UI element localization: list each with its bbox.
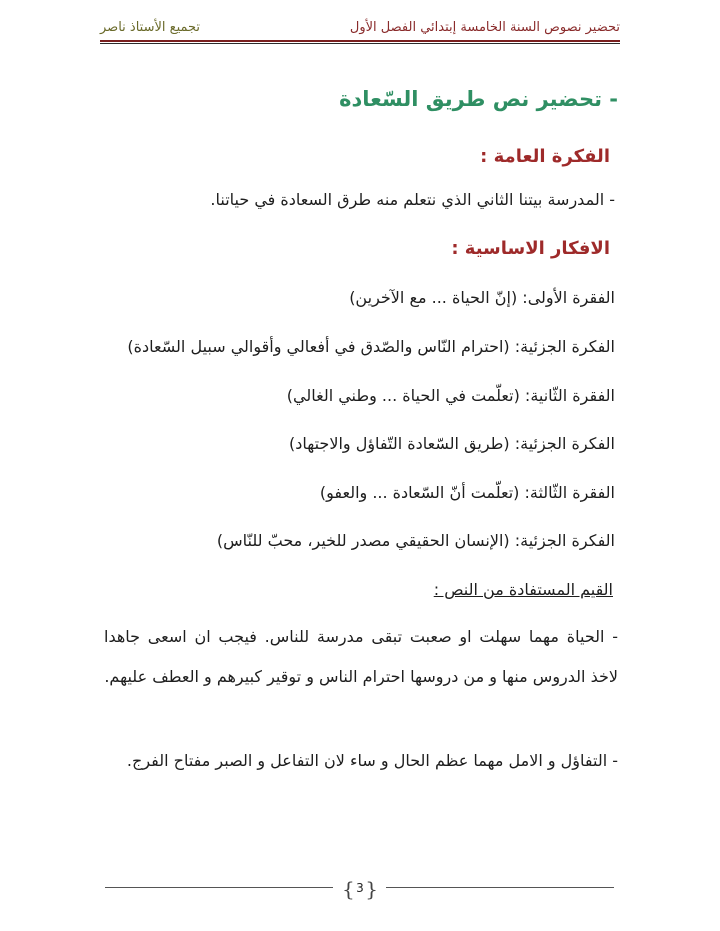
main-idea-line: الفقرة الثّالثة: (تعلّمت أنّ السّعادة ... والعفو) (319, 483, 615, 502)
header-doc-title: تحضير نصوص السنة الخامسة إبتدائي الفصل الأول (349, 20, 620, 35)
main-idea-line: الفكرة الجزئية: (احترام النّاس والصّدق في أفعالي وأقوالي سبيل السّعادة) (127, 337, 615, 356)
page-header (100, 18, 620, 42)
page-number-box (340, 877, 380, 899)
values-paragraph: - التفاؤل و الامل مهما عظم الحال و ساء لان التفاعل و الصبر مفتاح الفرج. (126, 751, 618, 770)
values-heading: القيم المستفادة من النص : (433, 580, 613, 599)
page-number: 3 (356, 881, 364, 895)
page-title: - تحضير نص طريق السّعادة (339, 87, 618, 111)
bracket-close-icon: } (342, 877, 355, 901)
main-idea-line: الفقرة الثّانية: (تعلّمت في الحياة ... وطني الغالي) (286, 386, 615, 405)
main-idea-line: الفكرة الجزئية: (طريق السّعادة التّفاؤل والاجتهاد) (288, 434, 615, 453)
header-author: تجميع الأستاذ ناصر (100, 20, 201, 35)
main-ideas-heading: الافكار الاساسية : (451, 238, 610, 259)
general-idea-text: - المدرسة بيتنا الثاني الذي نتعلم منه طرق السعادة في حياتنا. (210, 190, 615, 209)
footer-divider-right (386, 887, 614, 888)
header-divider (100, 40, 620, 44)
values-paragraph: - الحياة مهما سهلت او صعبت تبقى مدرسة للناس. فيجب ان اسعى جاهدا لاخذ الدروس منها و من دروسها احترام الناس و توقير كبيرهم و العطف عليهم. (104, 627, 618, 686)
general-idea-heading: الفكرة العامة : (480, 146, 610, 167)
footer-divider-left (105, 887, 333, 888)
bracket-open-icon: { (365, 877, 378, 901)
main-idea-line: الفكرة الجزئية: (الإنسان الحقيقي مصدر للخير، محبّ للنّاس) (216, 531, 615, 550)
main-idea-line: الفقرة الأولى: (إنّ الحياة ... مع الآخرين) (349, 288, 615, 307)
